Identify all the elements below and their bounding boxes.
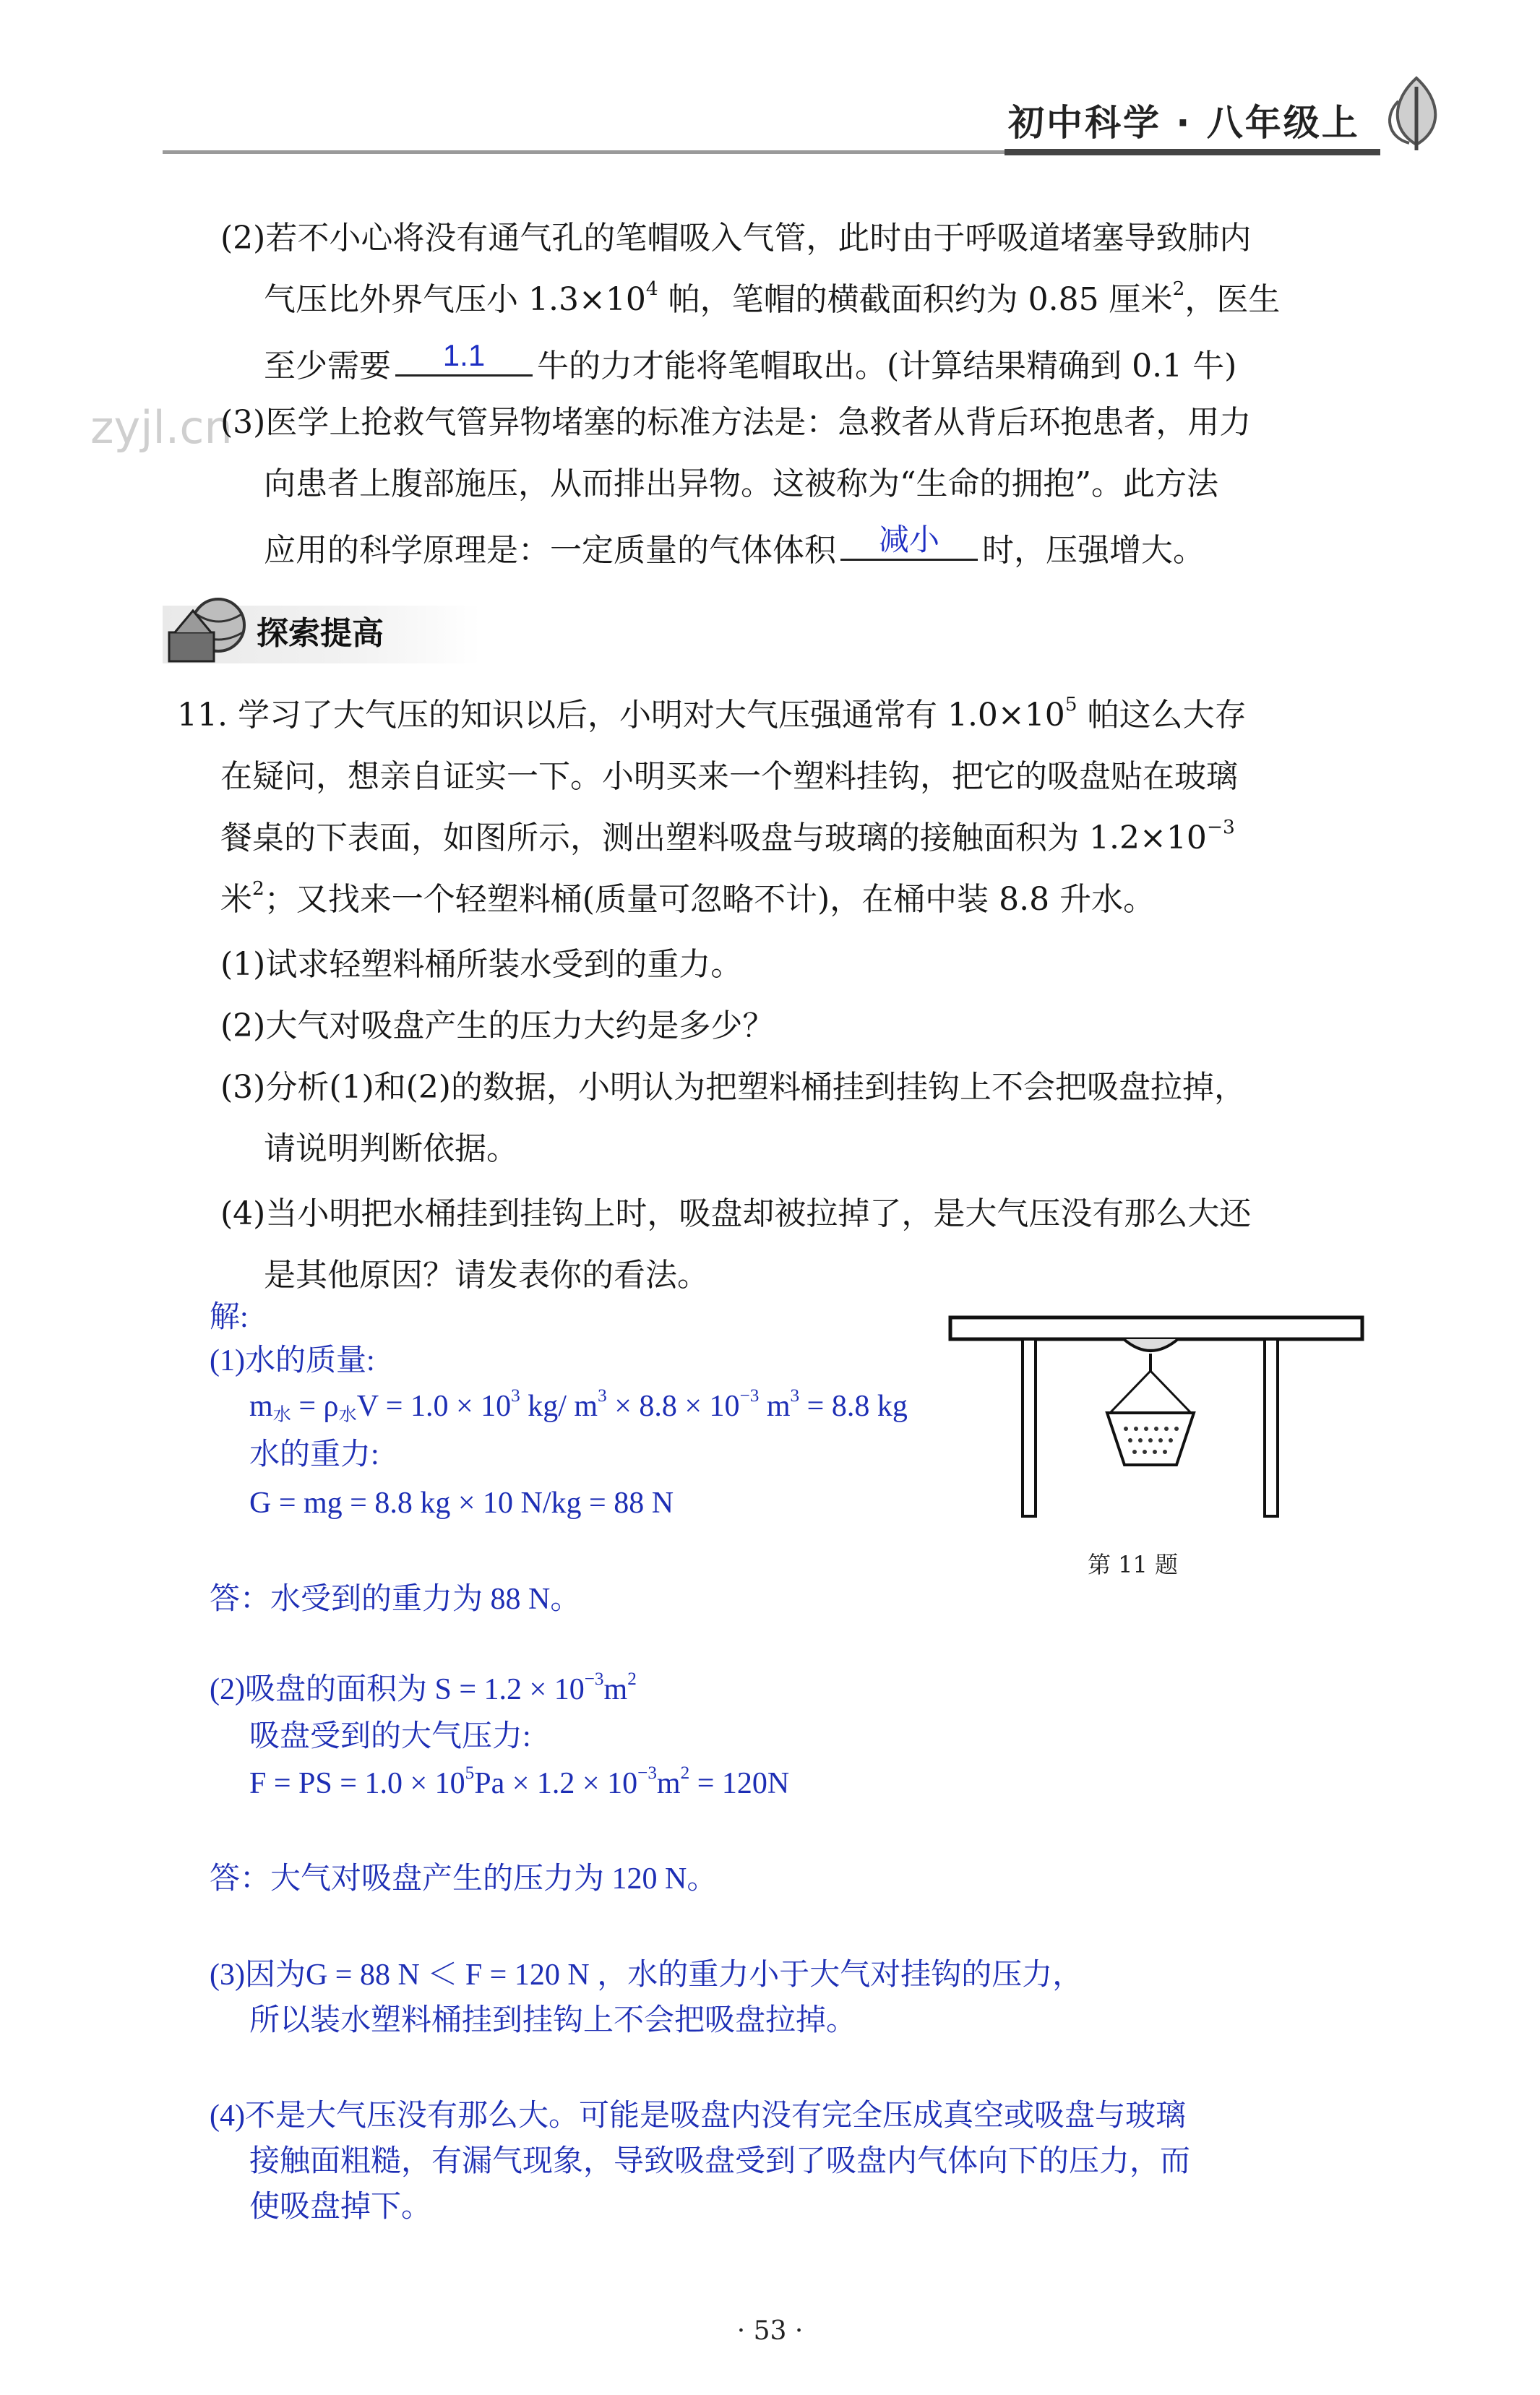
q11-line1: 11. 学习了大气压的知识以后，小明对大气压强通常有 $1.0\times 10^5$ 帕这么大存 — [177, 692, 1247, 734]
q10-p3-line2: 向患者上腹部施压，从而排出异物。这被称为“生命的拥抱”。此方法 — [264, 465, 1218, 502]
solution-label: 解: — [210, 1301, 249, 1334]
q10-p2-line1: (2)若不小心将没有通气孔的笔帽吸入气管，此时由于呼吸道堵塞导致肺内 — [220, 220, 1252, 257]
q11-line2: 在疑问，想亲自证实一下。小明买来一个塑料挂钩，把它的吸盘贴在玻璃 — [220, 758, 1238, 795]
q11-sub4-line2: 是其他原因？请发表你的看法。 — [264, 1257, 709, 1294]
solution-4-line1: (4)不是大气压没有那么大。可能是吸盘内没有完全压成真空或吸盘与玻璃 — [210, 2099, 1186, 2133]
table-bucket-figure — [947, 1312, 1366, 1528]
q11-sub1: (1)试求轻塑料桶所装水受到的重力。 — [220, 946, 743, 983]
q11-sub2: (2)大气对吸盘产生的压力大约是多少？ — [220, 1007, 775, 1044]
q11-line4: 米$^2$；又找来一个轻塑料桶(质量可忽略不计)，在桶中装 8.8 升水。 — [220, 877, 1156, 918]
solution-2-area: (2)吸盘的面积为 $S = 1.2 \times 10^{-3}m^2$ — [210, 1669, 637, 1706]
book-title: 初中科学 · 八年级上 — [1008, 102, 1360, 144]
solution-2-force-heading: 吸盘受到的大气压力: — [249, 1720, 531, 1753]
solution-3-line1: (3)因为G = 88 N ＜ F = 120 N ，水的重力小于大气对挂钩的压力， — [210, 1958, 1083, 1992]
q10-p2-line2: 气压比外界气压小 $1.3\times 10^4$ 帕，笔帽的横截面积约为 0.85 厘米$^2$，医生 — [264, 277, 1281, 318]
header-rule-thick — [1005, 149, 1380, 155]
solution-4-line2: 接触面粗糙，有漏气现象，导致吸盘受到了吸盘内气体向下的压力，而 — [249, 2145, 1191, 2178]
solution-2-force: F = PS = $1.0 \times 10^5Pa \times 1.2 \times 10^{-3}m^2 = 120N$ — [249, 1763, 790, 1800]
q10-p3-line1: (3)医学上抢救气管异物堵塞的标准方法是：急救者从背后环抱患者，用力 — [220, 404, 1252, 441]
explore-globe-icon — [160, 593, 254, 668]
figure-caption: 第 11 题 — [1088, 1551, 1179, 1578]
answer-blank-force: 1.1 — [395, 340, 533, 377]
watermark: zyjl.cn — [90, 401, 233, 454]
solution-1-heading: (1)水的质量: — [210, 1344, 375, 1377]
solution-2-answer: 答：大气对吸盘产生的压力为 120 N。 — [210, 1862, 718, 1896]
q11-sub3-line1: (3)分析(1)和(2)的数据，小明认为把塑料桶挂到挂钩上不会把吸盘拉掉， — [220, 1069, 1246, 1106]
solution-1-answer: 答：水受到的重力为 88 N。 — [210, 1583, 581, 1616]
q11-sub3-line2: 请说明判断依据。 — [264, 1130, 518, 1167]
answer-blank-volume: 减小 — [840, 524, 978, 561]
solution-1-weight-heading: 水的重力: — [249, 1438, 379, 1471]
solution-1-weight: G = mg = 8.8 kg × 10 N/kg = 88 N — [249, 1487, 674, 1520]
page-number: · 53 · — [736, 2316, 804, 2346]
section-title: 探索提高 — [257, 615, 384, 652]
q11-sub4-line1: (4)当小明把水桶挂到挂钩上时，吸盘却被拉掉了，是大气压没有那么大还 — [220, 1195, 1252, 1232]
leaf-logo-icon — [1377, 72, 1456, 152]
q11-line3: 餐桌的下表面，如图所示，测出塑料吸盘与玻璃的接触面积为 $1.2\times 10^{-3}$ — [220, 815, 1235, 856]
solution-1-mass: $m_水 = \rho_水V = 1.0 \times 10^3$ kg/ $m^3 \times 8.8 \times 10^{-3}$ $m^3 = 8.8$ kg — [249, 1385, 908, 1425]
q10-p3-line3: 应用的科学原理是：一定质量的气体体积 减小 时，压强增大。 — [264, 523, 1205, 569]
solution-4-line3: 使吸盘掉下。 — [249, 2190, 432, 2224]
q10-p2-line3: 至少需要 1.1 牛的力才能将笔帽取出。(计算结果精确到 0.1 牛) — [264, 338, 1237, 384]
solution-3-line2: 所以装水塑料桶挂到挂钩上不会把吸盘拉掉。 — [249, 2004, 857, 2037]
